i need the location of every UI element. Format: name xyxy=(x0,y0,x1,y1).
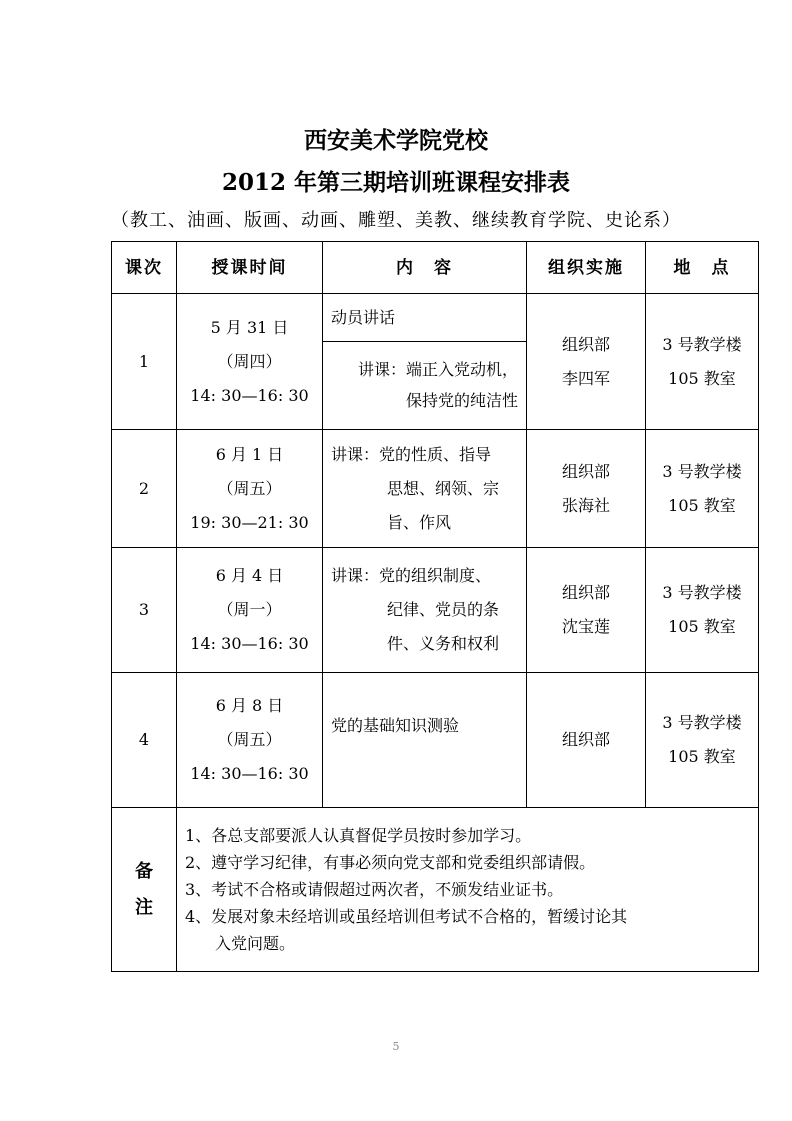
lesson-time-cell xyxy=(177,430,323,548)
document-title: 西安美术学院党校 xyxy=(304,127,488,154)
notes-label: 注 xyxy=(135,896,153,918)
header-place: 地 点 xyxy=(646,242,759,294)
notes-label: 备 xyxy=(135,860,153,882)
organizer-person: 张海社 xyxy=(561,495,610,515)
notes-label-cell xyxy=(112,808,177,972)
lesson-time: 14: 30—16: 30 xyxy=(190,764,309,783)
lesson-weekday: （周五） xyxy=(217,730,282,749)
note-item: 2、遵守学习纪律，有事必须向党支部和党委组织部请假。 xyxy=(185,853,596,872)
content-line: 讲课：党的性质、指导 xyxy=(331,444,492,464)
lesson-time-cell xyxy=(177,548,323,673)
content-line: 旨、作风 xyxy=(387,512,452,532)
organizer-cell xyxy=(527,294,646,430)
place-building: 3 号教学楼 xyxy=(662,583,742,602)
place-cell xyxy=(646,548,759,673)
place-building: 3 号教学楼 xyxy=(662,461,742,481)
lesson-content-cell xyxy=(323,548,527,673)
content-line: 纪律、党员的条 xyxy=(387,600,500,619)
lesson-number: 1 xyxy=(112,294,177,430)
lesson-time-cell xyxy=(177,294,323,430)
table-row xyxy=(112,430,759,548)
lesson-number: 3 xyxy=(112,548,177,673)
lesson-date: 6 月 4 日 xyxy=(215,566,284,585)
place-room: 105 教室 xyxy=(668,747,736,766)
content-line: 党的基础知识测验 xyxy=(331,716,460,735)
place-room: 105 教室 xyxy=(668,495,736,515)
lesson-date: 5 月 31 日 xyxy=(210,317,289,337)
organizer-dept: 组织部 xyxy=(561,334,610,354)
lesson-time: 14: 30—16: 30 xyxy=(190,634,309,653)
organizer-dept: 组织部 xyxy=(561,461,610,481)
schedule-table xyxy=(111,241,759,972)
table-row xyxy=(112,673,759,808)
lesson-weekday: （周一） xyxy=(217,600,282,619)
lesson-time: 14: 30—16: 30 xyxy=(190,385,309,405)
header-lesson: 课次 xyxy=(112,242,177,294)
lesson-date: 6 月 1 日 xyxy=(215,444,284,464)
lesson-content-cell xyxy=(323,673,527,808)
lesson-number: 2 xyxy=(112,430,177,548)
note-item-continuation: 入党问题。 xyxy=(215,934,296,953)
lesson-time-cell xyxy=(177,673,323,808)
content-line: 件、义务和权利 xyxy=(387,634,500,653)
note-item: 4、发展对象未经培训或虽经培训但考试不合格的，暂缓讨论其 xyxy=(185,907,628,926)
place-cell xyxy=(646,430,759,548)
lesson-date: 6 月 8 日 xyxy=(215,696,284,715)
table-row xyxy=(112,548,759,673)
page-number: 5 xyxy=(392,1040,400,1053)
lesson-time: 19: 30—21: 30 xyxy=(190,512,309,532)
header-content: 内 容 xyxy=(323,242,527,294)
place-cell xyxy=(646,673,759,808)
organizer-cell xyxy=(527,548,646,673)
header-time: 授课时间 xyxy=(177,242,323,294)
note-item: 1、各总支部要派人认真督促学员按时参加学习。 xyxy=(185,826,532,845)
organizer-dept: 组织部 xyxy=(561,583,610,602)
content-line: 讲课：端正入党动机， xyxy=(357,359,518,379)
lesson-content-bottom xyxy=(323,342,526,427)
place-building: 3 号教学楼 xyxy=(662,334,742,354)
content-line: 思想、纲领、宗 xyxy=(387,478,500,498)
organizer-cell xyxy=(527,430,646,548)
organizer-cell xyxy=(527,673,646,808)
header-organizer: 组织实施 xyxy=(527,242,646,294)
notes-row xyxy=(112,808,759,972)
place-room: 105 教室 xyxy=(668,368,736,388)
place-room: 105 教室 xyxy=(668,617,736,636)
place-cell xyxy=(646,294,759,430)
lesson-weekday: （周四） xyxy=(217,351,282,371)
lesson-content-top: 动员讲话 xyxy=(323,294,526,342)
organizer-dept: 组织部 xyxy=(561,730,610,749)
organizer-person: 沈宝莲 xyxy=(561,617,610,636)
organizer-person: 李四军 xyxy=(561,368,610,388)
schedule-title: 2012 年第三期培训班课程安排表 xyxy=(221,169,571,196)
table-header-row xyxy=(112,242,759,294)
lesson-content-cell xyxy=(323,294,527,430)
content-line: 保持党的纯洁性 xyxy=(405,390,518,410)
departments-subtitle: （教工、油画、版画、动画、雕塑、美教、继续教育学院、史论系） xyxy=(111,210,681,231)
notes-content xyxy=(177,808,759,972)
table-row xyxy=(112,294,759,430)
lesson-weekday: （周五） xyxy=(217,478,282,498)
lesson-content-cell xyxy=(323,430,527,548)
note-item: 3、考试不合格或请假超过两次者，不颁发结业证书。 xyxy=(185,880,564,899)
lesson-number: 4 xyxy=(112,673,177,808)
content-line: 讲课：党的组织制度、 xyxy=(331,566,492,585)
place-building: 3 号教学楼 xyxy=(662,713,742,732)
